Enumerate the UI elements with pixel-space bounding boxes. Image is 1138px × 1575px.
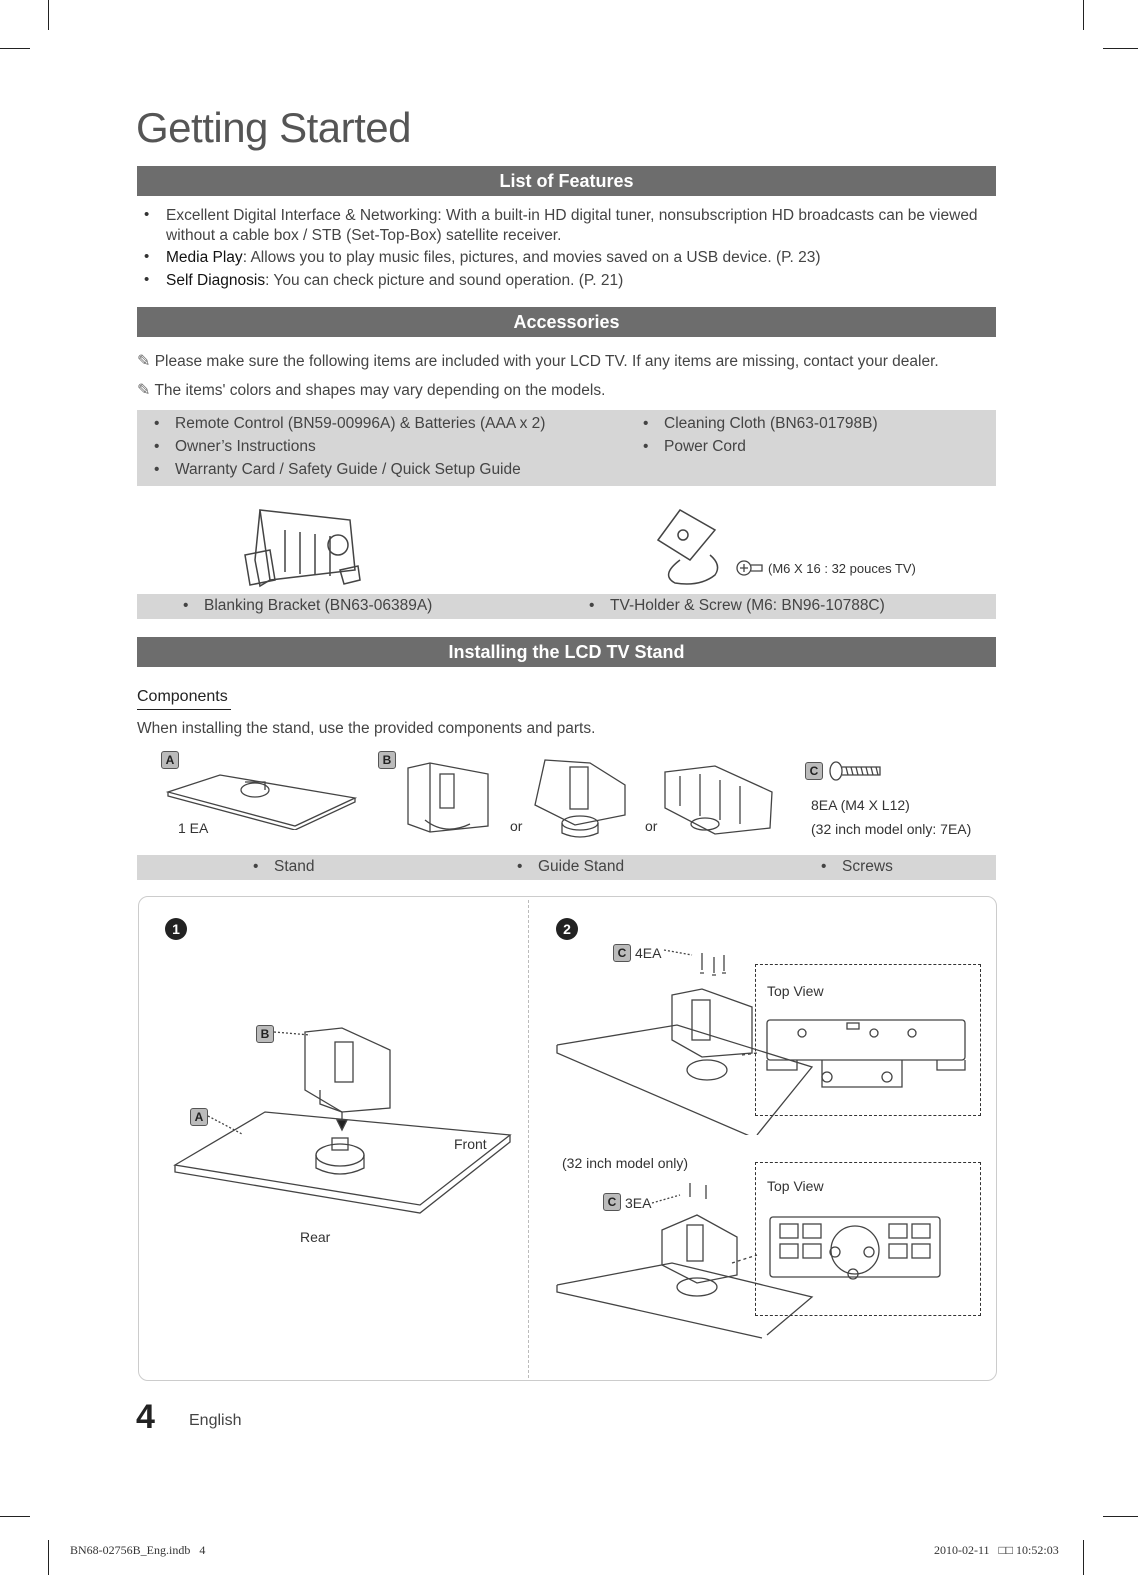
- component-name: • Guide Stand: [517, 858, 625, 875]
- step-1-illustration: [170, 1020, 520, 1230]
- top-view-2-illustration: [765, 1212, 945, 1292]
- page-title: Getting Started: [136, 104, 411, 151]
- top-view-label: Top View: [767, 1178, 824, 1194]
- accessories-header: Accessories: [137, 307, 996, 337]
- feature-item-cont: without a cable box / STB (Set-Top-Box) satellite receiver.: [166, 227, 562, 244]
- components-intro: When installing the stand, use the provided components and parts.: [137, 720, 596, 737]
- accessory-item: • Remote Control (BN59-00996A) & Batteries (AAA x 2): [154, 415, 546, 432]
- note-line: [137, 351, 939, 371]
- feature-item: Excellent Digital Interface & Networking: With a built-in HD digital tuner, nonsubscription HD broadcasts can be viewed: [166, 207, 978, 224]
- rear-label: Rear: [300, 1229, 331, 1245]
- note-text: Please make sure the following items are included with your LCD TV. If any items are missing, contact your dealer.: [154, 353, 939, 370]
- steps-divider: [528, 900, 529, 1378]
- step-2-number: 2: [556, 918, 578, 940]
- crop-mark: [1103, 1516, 1138, 1517]
- install-header: Installing the LCD TV Stand: [137, 637, 996, 667]
- feature-item: [166, 248, 820, 268]
- blanking-bracket-illustration: [240, 500, 370, 592]
- crop-mark: [1103, 48, 1138, 49]
- front-label: Front: [454, 1136, 487, 1152]
- or-label: or: [510, 818, 523, 834]
- crop-mark: [0, 1516, 30, 1517]
- bullet-icon: •: [144, 271, 150, 288]
- component-a-qty: 1 EA: [178, 820, 209, 836]
- crop-mark: [1083, 0, 1084, 30]
- tv-holder-illustration: [650, 505, 730, 590]
- features-header: List of Features: [137, 166, 996, 196]
- pencil-icon: ✎: [137, 382, 151, 399]
- language-label: English: [189, 1412, 242, 1429]
- pencil-icon: ✎: [137, 353, 151, 370]
- note-text: The items' colors and shapes may vary depending on the models.: [154, 382, 606, 399]
- badge-c: C: [613, 944, 631, 962]
- guide-stand-alt-illustration: [530, 755, 640, 840]
- accessory-item: • Owner’s Instructions: [154, 438, 316, 455]
- accessory-item: • TV-Holder & Screw (M6: BN96-10788C): [589, 597, 885, 614]
- component-name: • Screws: [821, 858, 893, 875]
- crop-mark: [48, 1540, 49, 1575]
- top-view-label: Top View: [767, 983, 824, 999]
- top-view-1-illustration: [762, 1015, 972, 1095]
- print-timestamp: 2010-02-11 □□ 10:52:03: [934, 1543, 1059, 1557]
- or-label: or: [645, 818, 658, 834]
- bullet-icon: •: [144, 206, 150, 223]
- accessory-item: • Blanking Bracket (BN63-06389A): [183, 597, 433, 614]
- badge-b: B: [256, 1025, 274, 1043]
- badge-a: A: [190, 1108, 208, 1126]
- feature-item: [166, 271, 623, 291]
- screw-count-label: 4EA: [635, 945, 662, 961]
- model-note: (32 inch model only): [562, 1155, 689, 1171]
- component-c-note: (32 inch model only: 7EA): [811, 821, 972, 837]
- crop-mark: [48, 0, 49, 30]
- components-heading: Components: [137, 688, 231, 710]
- badge-c: C: [805, 762, 823, 780]
- feature-name: Media Play: [166, 249, 243, 266]
- screw-count-label: 3EA: [625, 1195, 652, 1211]
- note-line: [137, 380, 605, 400]
- component-c-qty: 8EA (M4 X L12): [811, 797, 910, 813]
- badge-a: A: [161, 751, 179, 769]
- feature-desc: : You can check picture and sound operation. (P. 21): [265, 272, 624, 289]
- bullet-icon: •: [144, 248, 150, 265]
- badge-c: C: [603, 1193, 621, 1211]
- accessory-item: • Warranty Card / Safety Guide / Quick Setup Guide: [154, 461, 521, 478]
- crop-mark: [1083, 1540, 1084, 1575]
- file-name: BN68-02756B_Eng.indb 4: [70, 1543, 206, 1557]
- crop-mark: [0, 48, 30, 49]
- badge-b: B: [378, 751, 396, 769]
- feature-desc: : Allows you to play music files, pictures, and movies saved on a USB device. (P. 23): [242, 249, 821, 266]
- screw-icon: [734, 556, 764, 580]
- accessory-item: • Power Cord: [643, 438, 746, 455]
- component-name: • Stand: [253, 858, 315, 875]
- feature-name: Self Diagnosis: [166, 272, 266, 289]
- page-number: 4: [136, 1398, 155, 1436]
- screw-icon: [828, 760, 883, 782]
- guide-stand-alt2-illustration: [660, 762, 780, 840]
- accessory-item: • Cleaning Cloth (BN63-01798B): [643, 415, 878, 432]
- screw-spec: (M6 X 16 : 32 pouces TV): [768, 561, 916, 576]
- step-1-number: 1: [165, 918, 187, 940]
- guide-stand-illustration: [400, 758, 495, 838]
